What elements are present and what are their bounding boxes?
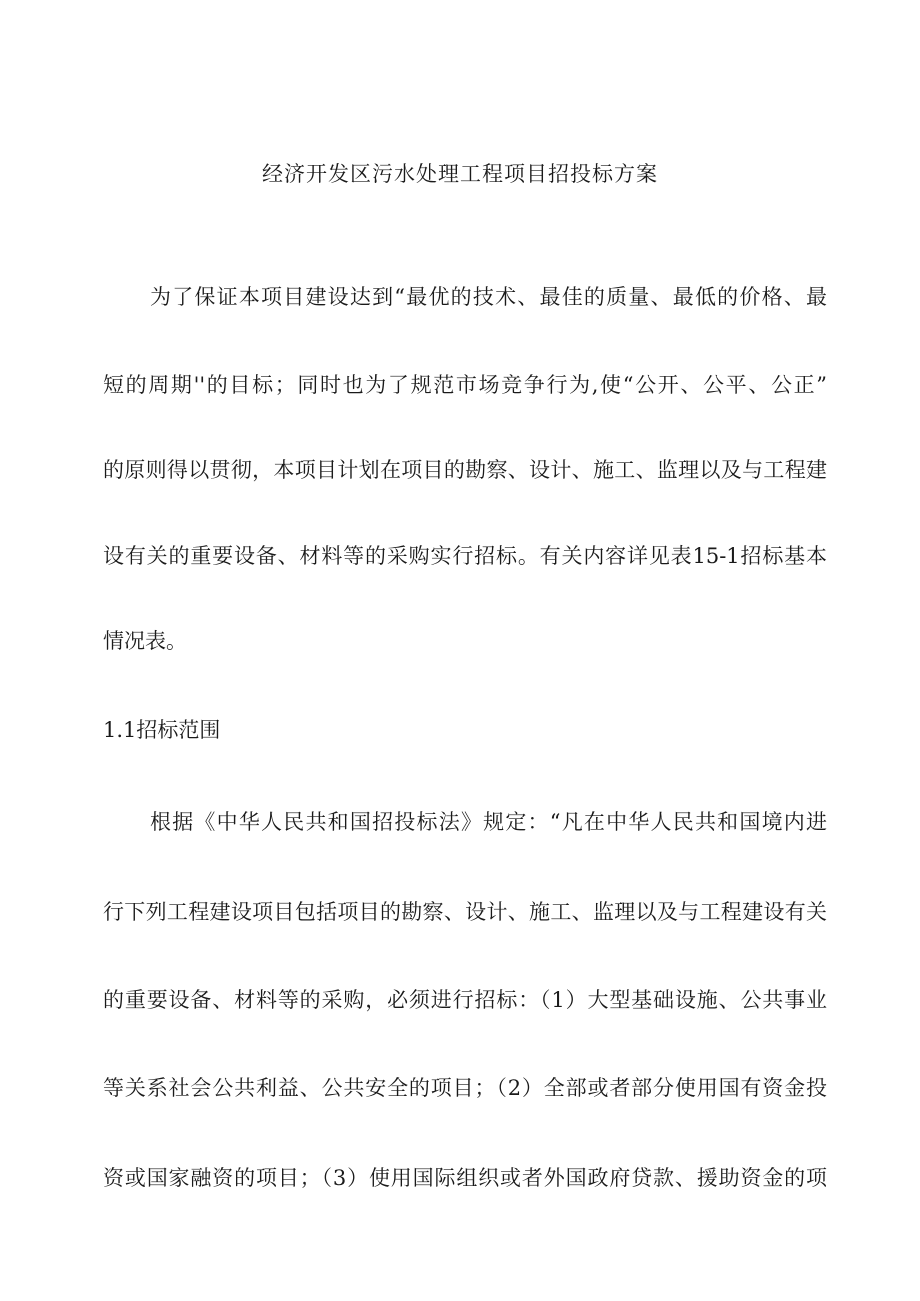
paragraph-line: 短的周期''的目标；同时也为了规范市场竞争行为,使“公开、公平、公正” [103,373,827,397]
paragraph-line: 资或国家融资的项目；（3）使用国际组织或者外国政府贷款、援助资金的项 [103,1166,827,1190]
paragraph-line: 等关系社会公共利益、公共安全的项目；（2）全部或者部分使用国有资金投 [103,1076,827,1100]
paragraph-line: 的重要设备、材料等的采购，必须进行招标：（1）大型基础设施、公共事业 [103,988,827,1012]
document-title: 经济开发区污水处理工程项目招投标方案 [262,162,658,186]
paragraph-line: 根据《中华人民共和国招投标法》规定：“凡在中华人民共和国境内进 [150,810,827,834]
paragraph-line: 为了保证本项目建设达到“最优的技术、最佳的质量、最低的价格、最 [150,285,827,309]
section-heading: 1.1招标范围 [103,718,221,742]
paragraph-line: 的原则得以贯彻，本项目计划在项目的勘察、设计、施工、监理以及与工程建 [103,458,827,482]
paragraph-line: 行下列工程建设项目包括项目的勘察、设计、施工、监理以及与工程建设有关 [103,900,827,924]
paragraph-line: 情况表。 [103,629,187,653]
paragraph-line: 设有关的重要设备、材料等的采购实行招标。有关内容详见表15-1招标基本 [103,544,827,568]
